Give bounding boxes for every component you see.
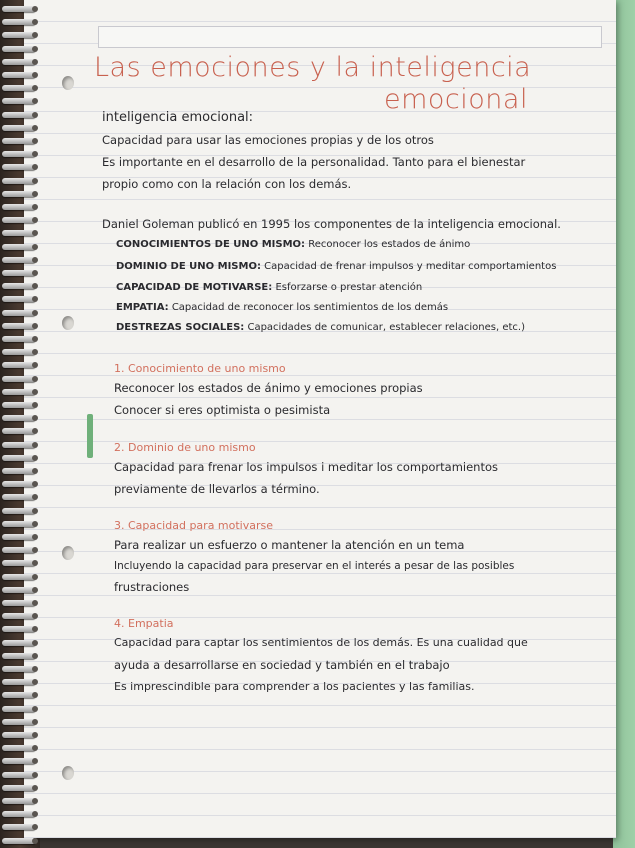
section-line: Capacidad para frenar los impulsos i meditar los comportamientos [114,460,498,474]
binding-hole [32,415,38,421]
spiral-ring [2,692,36,698]
punch-hole [62,546,74,560]
spiral-ring [2,376,36,382]
spiral-ring [2,574,36,580]
spiral-ring [2,72,36,78]
section-line: ayuda a desarrollarse en sociedad y también en el trabajo [114,658,450,672]
spiral-ring [2,600,36,606]
notebook-page [24,0,616,838]
spiral-ring [2,481,36,487]
spiral-ring [2,204,36,210]
section-heading: 3. Capacidad para motivarse [114,519,274,532]
binding-hole [32,191,38,197]
spiral-ring [2,362,36,368]
spiral-ring [2,745,36,751]
component-item [116,239,470,250]
spiral-ring [2,785,36,791]
spiral-ring [2,719,36,725]
component-item [116,261,556,272]
spiral-ring [2,415,36,421]
binding-hole [32,468,38,474]
binding-hole [32,349,38,355]
binding-hole [32,138,38,144]
punch-hole [62,766,74,780]
spiral-ring [2,323,36,329]
binding-hole [32,230,38,236]
definition-heading: inteligencia emocional: [102,110,254,125]
binding-hole [32,574,38,580]
component-desc: Capacidad de frenar impulsos y meditar comportamientos [264,261,557,272]
binding-hole [32,204,38,210]
component-term: DOMINIO DE UNO MISMO: [116,261,261,272]
section-line: Es imprescindible para comprender a los pacientes y las familias. [114,680,475,693]
binding-hole [32,323,38,329]
spiral-ring [2,402,36,408]
spiral-ring [2,428,36,434]
binding-hole [32,244,38,250]
binding-hole [32,758,38,764]
spiral-ring [2,798,36,804]
binding-hole [32,32,38,38]
definition-line: Es importante en el desarrollo de la personalidad. Tanto para el bienestar [102,155,526,169]
spiral-ring [2,508,36,514]
binding-hole [32,455,38,461]
binding-hole [32,560,38,566]
punch-hole [62,316,74,330]
spiral-ring [2,811,36,817]
spiral-ring [2,772,36,778]
binding-hole [32,653,38,659]
binding-hole [32,19,38,25]
binding-hole [32,217,38,223]
spiral-ring [2,191,36,197]
spiral-ring [2,32,36,38]
section-line: frustraciones [114,580,190,594]
spiral-ring [2,217,36,223]
spiral-ring [2,547,36,553]
binding-hole [32,376,38,382]
binding-hole [32,112,38,118]
component-term: EMPATIA: [116,302,169,313]
goleman-line: Daniel Goleman publicó en 1995 los componentes de la inteligencia emocional. [102,217,561,231]
section-line: Capacidad para captar los sentimientos de los demás. Es una cualidad que [114,636,528,649]
spiral-ring [2,587,36,593]
page-marker-tab [87,414,93,458]
section-heading: 1. Conocimiento de uno mismo [114,362,286,375]
section-line: Para realizar un esfuerzo o mantener la atención en un tema [114,538,465,552]
binding-hole [32,257,38,263]
binding-hole [32,296,38,302]
binding-hole [32,732,38,738]
binding-hole [32,745,38,751]
spiral-ring [2,758,36,764]
component-desc: Capacidad de reconocer los sentimientos de los demás [171,302,449,313]
component-term: CONOCIMIENTOS DE UNO MISMO: [116,239,306,250]
spiral-ring [2,310,36,316]
binding-hole [32,270,38,276]
title-line-2: emocional [384,84,528,115]
spiral-ring [2,613,36,619]
component-term: DESTREZAS SOCIALES: [116,322,245,333]
spiral-ring [2,640,36,646]
component-desc: Esforzarse o prestar atención [275,282,423,293]
binding-hole [32,151,38,157]
binding-hole [32,72,38,78]
binding-hole [32,534,38,540]
spiral-ring [2,534,36,540]
binding-hole [32,692,38,698]
section-line: Incluyendo la capacidad para preservar en el interés a pesar de las posibles [114,560,515,572]
spiral-ring [2,732,36,738]
spiral-ring [2,151,36,157]
spiral-ring [2,706,36,712]
spiral-ring [2,389,36,395]
spiral-ring [2,19,36,25]
binding-hole [32,178,38,184]
binding-hole [32,336,38,342]
binding-hole [32,164,38,170]
binding-hole [32,362,38,368]
spiral-ring [2,494,36,500]
spiral-ring [2,85,36,91]
spiral-ring [2,138,36,144]
spiral-ring [2,6,36,12]
binding-hole [32,310,38,316]
binding-hole [32,428,38,434]
binding-hole [32,719,38,725]
spiral-ring [2,455,36,461]
binding-hole [32,46,38,52]
spiral-ring [2,296,36,302]
section-heading: 4. Empatia [114,617,174,630]
binding-hole [32,389,38,395]
binding-hole [32,772,38,778]
green-notebook-edge [613,0,635,848]
spiral-ring [2,164,36,170]
binding-hole [32,6,38,12]
binding-hole [32,283,38,289]
component-desc: Capacidades de comunicar, establecer relaciones, etc.) [247,322,525,333]
section-line: previamente de llevarlos a término. [114,482,320,496]
component-item [116,282,422,293]
binding-hole [32,494,38,500]
component-item [116,322,525,333]
definition-line: Capacidad para usar las emociones propias y de los otros [102,133,434,147]
spiral-ring [2,468,36,474]
binding-hole [32,666,38,672]
spiral-ring [2,46,36,52]
spiral-ring [2,283,36,289]
spiral-ring [2,442,36,448]
definition-line: propio como con la relación con los demás. [102,177,352,191]
binding-hole [32,600,38,606]
binding-hole [32,508,38,514]
punch-hole [62,76,74,90]
title-line-1: Las emociones y la inteligencia [94,52,532,83]
binding-hole [32,785,38,791]
binding-hole [32,587,38,593]
section-line: Reconocer los estados de ánimo y emociones propias [114,381,423,395]
binding-hole [32,838,38,844]
binding-hole [32,125,38,131]
spiral-ring [2,349,36,355]
binding-hole [32,402,38,408]
spiral-ring [2,230,36,236]
spiral-ring [2,112,36,118]
binding-hole [32,547,38,553]
section-heading: 2. Dominio de uno mismo [114,441,256,454]
header-box [98,26,602,48]
binding-hole [32,521,38,527]
binding-hole [32,442,38,448]
binding-hole [32,811,38,817]
binding-hole [32,640,38,646]
spiral-ring [2,98,36,104]
binding-hole [32,613,38,619]
component-desc: Reconocer los estados de ánimo [308,239,471,250]
section-line: Conocer si eres optimista o pesimista [114,403,331,417]
component-term: CAPACIDAD DE MOTIVARSE: [116,282,273,293]
spiral-binding [0,0,40,848]
spiral-ring [2,666,36,672]
spiral-ring [2,653,36,659]
spiral-ring [2,626,36,632]
binding-hole [32,626,38,632]
spiral-ring [2,59,36,65]
spiral-ring [2,824,36,830]
spiral-ring [2,838,36,844]
spiral-ring [2,270,36,276]
binding-hole [32,798,38,804]
spiral-ring [2,178,36,184]
spiral-ring [2,244,36,250]
spiral-ring [2,679,36,685]
spiral-ring [2,257,36,263]
binding-hole [32,98,38,104]
spiral-ring [2,560,36,566]
binding-hole [32,824,38,830]
spiral-ring [2,336,36,342]
binding-hole [32,481,38,487]
spiral-ring [2,125,36,131]
binding-hole [32,706,38,712]
spiral-ring [2,521,36,527]
binding-hole [32,59,38,65]
binding-hole [32,85,38,91]
binding-hole [32,679,38,685]
component-item [116,302,448,313]
